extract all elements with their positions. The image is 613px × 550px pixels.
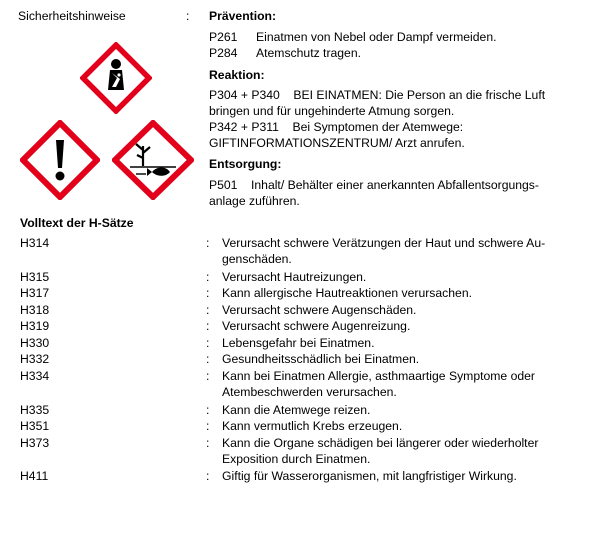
h-code: H330: [20, 336, 50, 350]
p284-code: P284: [209, 46, 238, 60]
entsorgung-line-2: anlage zuführen.: [209, 194, 300, 208]
h-text: Kann die Atemwege reizen.: [222, 403, 371, 417]
h-code: H373: [20, 436, 50, 450]
h-colon: :: [206, 469, 210, 483]
h-colon: :: [206, 270, 210, 284]
h-text: Lebensgefahr bei Einatmen.: [222, 336, 375, 350]
h-text: Gesundheitsschädlich bei Einatmen.: [222, 352, 420, 366]
reaktion-line-4: GIFTINFORMATIONSZENTRUM/ Arzt anrufen.: [209, 136, 465, 150]
h-code: H315: [20, 270, 50, 284]
praevention-heading: Prävention:: [209, 9, 277, 23]
entsorgung-line-1: P501 Inhalt/ Behälter einer anerkannten Abfallentsorgungs-: [209, 178, 539, 192]
reaktion-line-2: bringen und für ungehinderte Atmung sorgen.: [209, 104, 455, 118]
h-text: Giftig für Wasserorganismen, mit langfristiger Wirkung.: [222, 469, 517, 483]
h-colon: :: [206, 303, 210, 317]
h-colon: :: [206, 336, 210, 350]
h-colon: :: [206, 319, 210, 333]
h-colon: :: [206, 236, 210, 250]
h-text: Kann bei Einatmen Allergie, asthmaartige Symptome oder Atembeschwerden verursachen.: [222, 369, 535, 399]
reaktion-heading: Reaktion:: [209, 68, 265, 82]
h-code: H318: [20, 303, 50, 317]
h-code: H411: [20, 469, 49, 483]
h-code: H334: [20, 369, 50, 383]
exclamation-mark-pictogram: [20, 120, 100, 200]
h-code: H332: [20, 352, 50, 366]
section-label: Sicherheitshinweise: [18, 9, 126, 23]
environment-pictogram: [112, 120, 194, 200]
h-colon: :: [206, 436, 210, 450]
h-colon: :: [206, 403, 210, 417]
h-code: H319: [20, 319, 50, 333]
environment-icon: [115, 123, 191, 197]
exclamation-mark-icon: [23, 123, 97, 197]
h-code: H317: [20, 286, 50, 300]
p284-text: Atemschutz tragen.: [256, 46, 361, 60]
h-text: Kann allergische Hautreaktionen verursachen.: [222, 286, 472, 300]
health-hazard-icon: [83, 45, 149, 111]
section-colon: :: [186, 9, 190, 23]
volltext-heading: Volltext der H-Sätze: [20, 216, 134, 230]
p261-text: Einatmen von Nebel oder Dampf vermeiden.: [256, 30, 497, 44]
reaktion-line-1: P304 + P340 BEI EINATMEN: Die Person an die frische Luft: [209, 88, 546, 102]
h-colon: :: [206, 286, 210, 300]
h-colon: :: [206, 352, 210, 366]
h-text: Kann vermutlich Krebs erzeugen.: [222, 419, 403, 433]
h-text: Verursacht schwere Verätzungen der Haut und schwere Au-genschäden.: [222, 236, 546, 266]
h-code: H351: [20, 419, 50, 433]
health-hazard-pictogram: [80, 42, 152, 114]
h-code: H335: [20, 403, 50, 417]
entsorgung-heading: Entsorgung:: [209, 157, 282, 171]
h-code: H314: [20, 236, 50, 250]
h-text: Kann die Organe schädigen bei längerer oder wiederholter Exposition durch Einatmen.: [222, 436, 539, 466]
p261-code: P261: [209, 30, 238, 44]
reaktion-line-3: P342 + P311 Bei Symptomen der Atemwege:: [209, 120, 464, 134]
h-text: Verursacht schwere Augenreizung.: [222, 319, 411, 333]
h-text: Verursacht schwere Augenschäden.: [222, 303, 417, 317]
h-colon: :: [206, 369, 210, 383]
h-colon: :: [206, 419, 210, 433]
h-text: Verursacht Hautreizungen.: [222, 270, 367, 284]
